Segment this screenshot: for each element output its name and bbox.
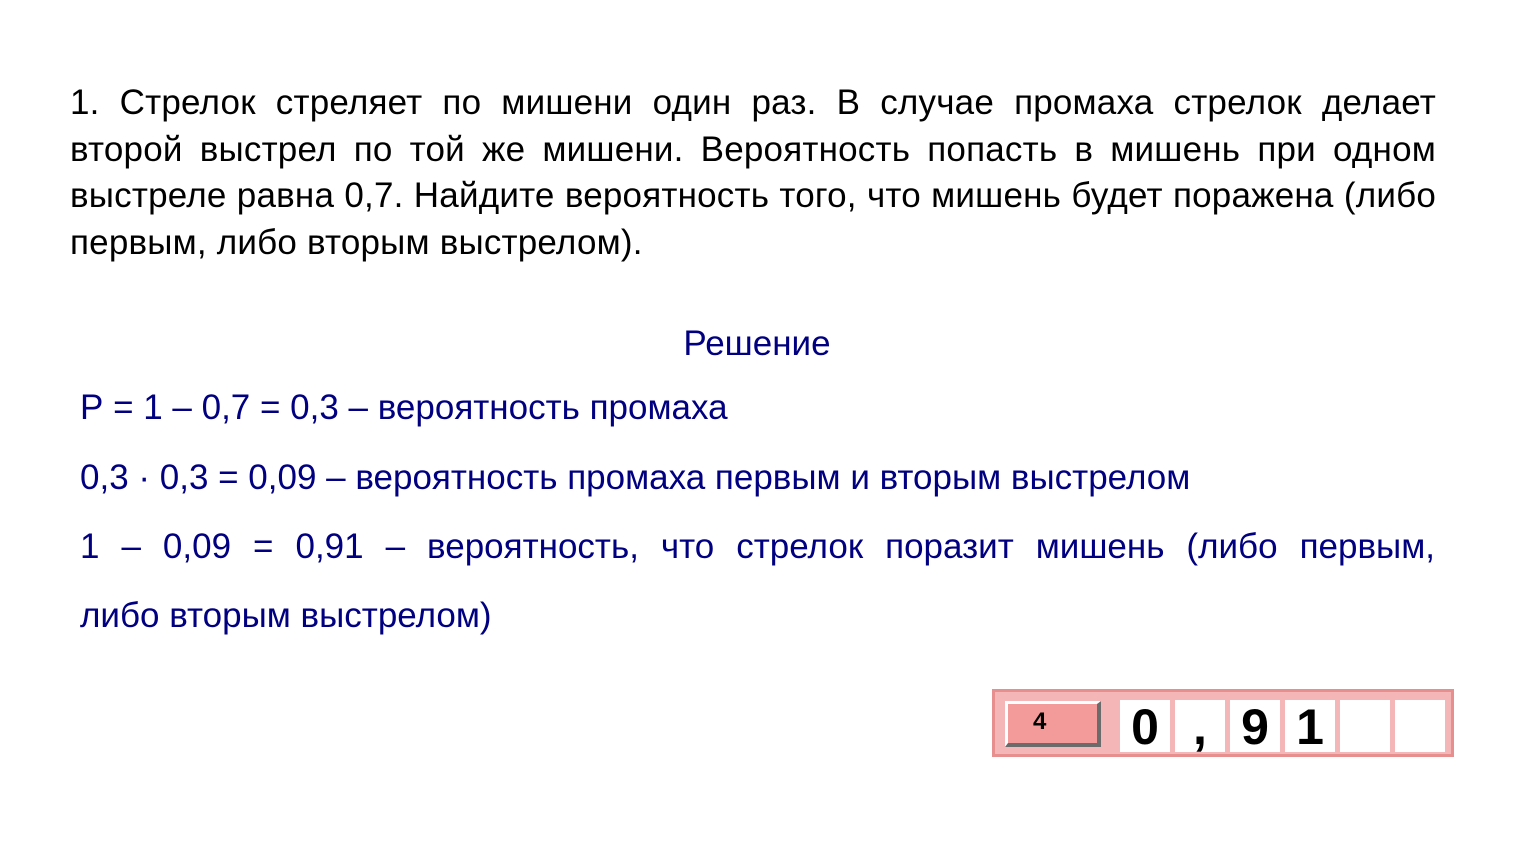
solution-title: Решение	[683, 324, 831, 363]
answer-cell[interactable]: ,	[1175, 700, 1225, 752]
solution-line: Р = 1 – 0,7 = 0,3 – вероятность промаха	[80, 388, 728, 427]
answer-cell[interactable]	[1340, 700, 1390, 752]
answer-box	[992, 689, 1454, 757]
answer-cell[interactable]: 1	[1285, 700, 1335, 752]
problem-statement: 1. Стрелок стреляет по мишени один раз. В случае промаха стрелок делает второй выстрел по той же мишени. Вероятность попасть в мишень при одном выстреле равна 0,7. Найдите вероятность того, что мишень будет поражена (либо первым, либо вторым выстрелом).	[70, 83, 1436, 262]
task-number-button[interactable]: 4	[1005, 701, 1101, 747]
solution-line: 0,3 · 0,3 = 0,09 – вероятность промаха первым и вторым выстрелом	[80, 458, 1191, 497]
solution-line: 1 – 0,09 = 0,91 – вероятность, что стрелок поразит мишень (либо первым,	[80, 527, 1435, 566]
answer-cell[interactable]	[1395, 700, 1445, 752]
answer-cell[interactable]: 9	[1230, 700, 1280, 752]
answer-cell[interactable]: 0	[1120, 700, 1170, 752]
solution-line: либо вторым выстрелом)	[80, 596, 492, 635]
